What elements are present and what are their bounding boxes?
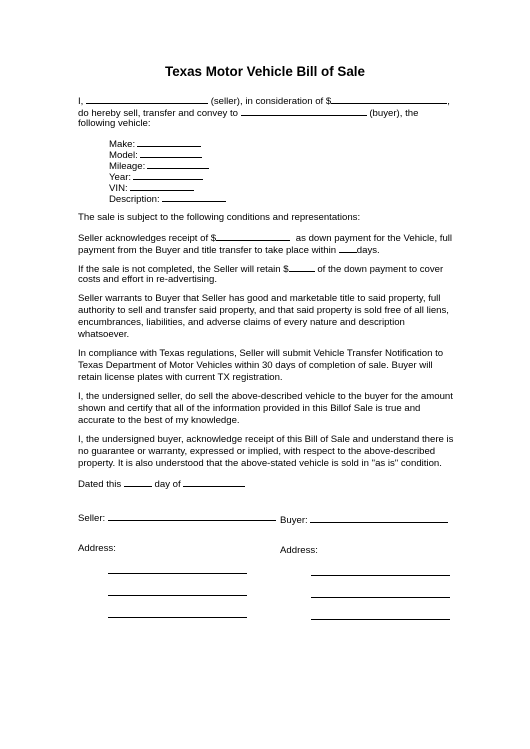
not-completed-line-2: costs and effort in re-advertising. <box>78 274 218 285</box>
retained-amount-blank[interactable] <box>289 262 315 272</box>
mileage-label: Mileage: <box>109 161 146 172</box>
mileage-blank[interactable] <box>147 159 209 169</box>
intro-buyer: (buyer), the <box>369 108 419 119</box>
year-blank[interactable] <box>133 170 203 180</box>
compliance-line-1: In compliance with Texas regulations, Seller will submit Vehicle Transfer Notification to <box>78 348 444 359</box>
description-blank[interactable] <box>162 192 226 202</box>
compliance-line-3: retain license plates with current TX registration. <box>78 372 283 383</box>
buyer-signature-row <box>280 513 448 527</box>
warranty-line-4: whatsoever. <box>78 329 130 340</box>
make-blank[interactable] <box>137 137 201 147</box>
seller-address-line-3[interactable] <box>108 617 247 618</box>
transfer-days-blank[interactable] <box>339 243 357 253</box>
seller-label: Seller: <box>78 513 106 524</box>
month-year-blank[interactable] <box>183 477 245 487</box>
vin-blank[interactable] <box>130 181 194 191</box>
vehicle-description-row <box>109 192 226 206</box>
description-label: Description: <box>109 194 160 205</box>
intro-convey: do hereby sell, transfer and convey to <box>78 108 238 119</box>
not-completed-text-b: of the down payment to cover <box>317 264 444 275</box>
conditions-intro: The sale is subject to the following conditions and representations: <box>78 212 361 223</box>
seller-address-line-1[interactable] <box>108 573 247 574</box>
seller-certify-line-3: accurate to the best of my knowledge. <box>78 415 240 426</box>
buyer-ack-line-2: no guarantee or warranty, expressed or implied, with respect to the above-described <box>78 446 436 457</box>
down-payment-text-a: Seller acknowledges receipt of $ <box>78 233 217 244</box>
down-payment-text-b: as down payment for the Vehicle, full <box>295 233 453 244</box>
intro-line-3: following vehicle: <box>78 118 151 129</box>
buyer-ack-line-1: I, the undersigned buyer, acknowledge receipt of this Bill of Sale and understand there is <box>78 434 454 445</box>
dated-this: Dated this <box>78 479 122 490</box>
seller-signature-blank[interactable] <box>108 511 276 521</box>
model-blank[interactable] <box>140 148 202 158</box>
down-payment-line-2 <box>78 243 380 257</box>
buyer-address-line-1[interactable] <box>311 575 450 576</box>
seller-certify-line-2: shown and certify that all of the information provided in this Billof Sale is true and <box>78 403 421 414</box>
buyer-address-line-3[interactable] <box>311 619 450 620</box>
consideration-amount-blank[interactable] <box>331 94 447 104</box>
warranty-line-2: authority to sell and transfer said property, and that said property is sold free of all liens, <box>78 305 449 316</box>
warranty-line-1: Seller warrants to Buyer that Seller has good and marketable title to said property, full <box>78 293 441 304</box>
buyer-address-line-2[interactable] <box>311 597 450 598</box>
day-of: day of <box>154 479 181 490</box>
seller-name-blank[interactable] <box>86 94 208 104</box>
intro-i: I, <box>78 96 84 107</box>
vin-label: VIN: <box>109 183 128 194</box>
buyer-ack-line-3: property. It is also understood that the above-stated vehicle is sold in "as is" condition. <box>78 458 442 469</box>
seller-signature-row <box>78 511 276 525</box>
buyer-name-blank[interactable] <box>241 106 367 116</box>
buyer-address-label: Address: <box>280 545 318 556</box>
buyer-label: Buyer: <box>280 515 308 526</box>
model-label: Model: <box>109 150 138 161</box>
warranty-line-3: encumbrances, liabilities, and adverse claims of every nature and description <box>78 317 405 328</box>
document-title: Texas Motor Vehicle Bill of Sale <box>165 64 365 79</box>
buyer-signature-blank[interactable] <box>310 513 448 523</box>
seller-certify-line-1: I, the undersigned seller, do sell the above-described vehicle to the buyer for the amount <box>78 391 453 402</box>
down-payment-days: days. <box>356 245 380 256</box>
seller-address-line-2[interactable] <box>108 595 247 596</box>
intro-consideration: (seller), in consideration of $ <box>210 96 332 107</box>
seller-address-label: Address: <box>78 543 116 554</box>
compliance-line-2: Texas Department of Motor Vehicles within 30 days of completion of sale. Buyer will <box>78 360 433 371</box>
down-payment-text-c: payment from the Buyer and title transfer to take place within <box>78 245 337 256</box>
down-payment-amount-blank[interactable] <box>216 231 290 241</box>
not-completed-text-a: If the sale is not completed, the Seller will retain $ <box>78 264 289 275</box>
year-label: Year: <box>109 172 132 183</box>
dated-line <box>78 477 245 491</box>
make-label: Make: <box>109 139 136 150</box>
day-blank[interactable] <box>124 477 152 487</box>
intro-comma: , <box>447 96 450 107</box>
